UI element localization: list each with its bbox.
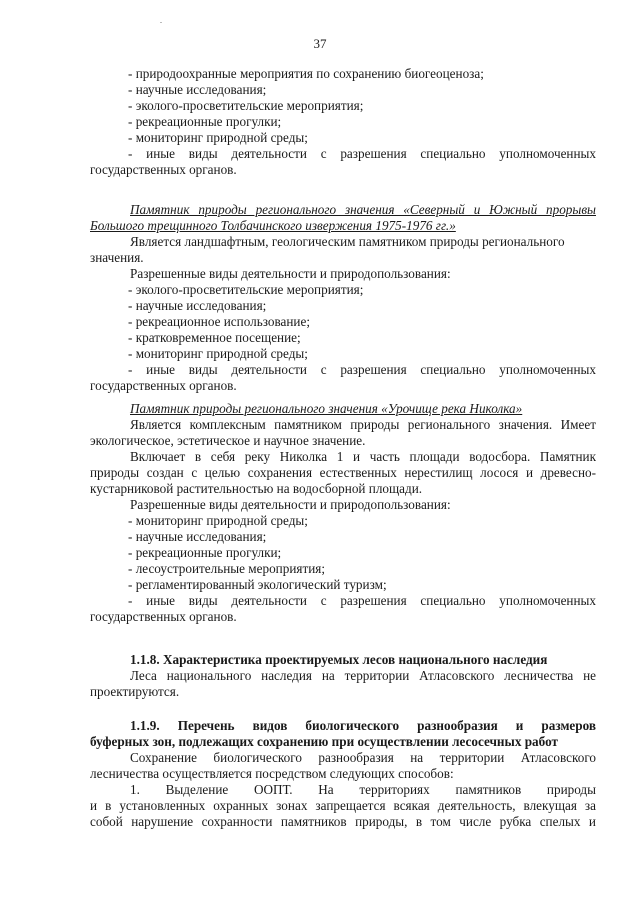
list-item: - иные виды деятельности с разрешения специально уполномоченных: [128, 362, 596, 377]
section-heading: Большого трещинного Толбачинского извержения 1975-1976 гг.»: [90, 218, 456, 233]
text-line: Разрешенные виды деятельности и природопользования:: [130, 266, 451, 281]
list-item: - мониторинг природной среды;: [128, 513, 308, 528]
list-item: - кратковременное посещение;: [128, 330, 301, 345]
section-heading: 1.1.9. Перечень видов биологического разнообразия и размеров: [130, 718, 596, 733]
section-heading: 1.1.8. Характеристика проектируемых лесов национального наследия: [130, 652, 548, 667]
text-line: природы создан с целью сохранения естественных нерестилищ лосося и древесно-: [90, 465, 596, 480]
text-line: лесничества осуществляется посредством следующих способов:: [90, 766, 454, 781]
list-item: - лесоустроительные мероприятия;: [128, 561, 326, 576]
text-line: Включает в себя реку Николка 1 и часть площади водосбора. Памятник: [130, 449, 596, 464]
text-line: экологическое, эстетическое и научное значение.: [90, 433, 366, 448]
list-item: - рекреационные прогулки;: [128, 114, 282, 129]
list-item: - иные виды деятельности с разрешения специально уполномоченных: [128, 146, 596, 161]
list-item: - эколого-просветительские мероприятия;: [128, 282, 364, 297]
list-item: - рекреационное использование;: [128, 314, 310, 329]
list-item: - регламентированный экологический туризм;: [128, 577, 387, 592]
section-heading: буферных зон, подлежащих сохранению при осуществлении лесосечных работ: [90, 734, 558, 749]
list-item: - научные исследования;: [128, 82, 267, 97]
page-number: 37: [313, 36, 327, 51]
text-line: проектируются.: [90, 684, 180, 699]
text-line: кустарниковой растительностью на водосборной площади.: [90, 481, 423, 496]
list-item: - научные исследования;: [128, 529, 267, 544]
list-item: - мониторинг природной среды;: [128, 130, 308, 145]
list-item: - мониторинг природной среды;: [128, 346, 308, 361]
text-line: Является комплексным памятником природы регионального значения. Имеет: [130, 417, 596, 432]
text-line: Сохранение биологического разнообразия на территории Атласовского: [130, 750, 596, 765]
section-heading: Памятник природы регионального значения «Северный и Южный прорывы: [130, 202, 596, 217]
scan-speck: [160, 22, 162, 23]
text-line: государственных органов.: [90, 378, 237, 393]
text-line: 1. Выделение ООПТ. На территориях памятников природы: [130, 782, 596, 797]
text-line: Разрешенные виды деятельности и природопользования:: [130, 497, 451, 512]
text-line: и в установленных охранных зонах запрещается всякая деятельность, влекущая за: [90, 798, 596, 813]
list-item: - иные виды деятельности с разрешения специально уполномоченных: [128, 593, 596, 608]
text-line: собой нарушение сохранности памятников природы, в том числе рубка спелых и: [90, 814, 596, 829]
section-heading: Памятник природы регионального значения «Урочище река Николка»: [130, 401, 523, 416]
text-line: государственных органов.: [90, 609, 237, 624]
list-item: - природоохранные мероприятия по сохранению биогеоценоза;: [128, 66, 484, 81]
list-item: - рекреационные прогулки;: [128, 545, 282, 560]
text-line: Леса национального наследия на территории Атласовского лесничества не: [130, 668, 596, 683]
list-item: - научные исследования;: [128, 298, 267, 313]
text-line: значения.: [90, 250, 144, 265]
text-line: Является ландшафтным, геологическим памятником природы регионального: [130, 234, 565, 249]
text-line: государственных органов.: [90, 162, 237, 177]
list-item: - эколого-просветительские мероприятия;: [128, 98, 364, 113]
